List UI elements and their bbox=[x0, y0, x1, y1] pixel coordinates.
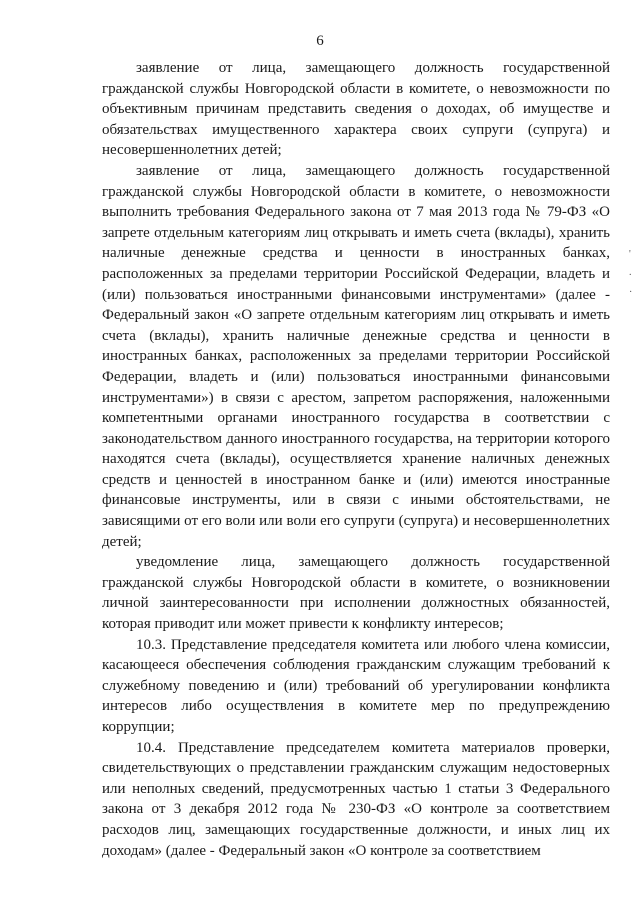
margin-scan-mark: ' bbox=[629, 249, 631, 260]
margin-scan-mark: · bbox=[629, 287, 633, 298]
paragraph-clause-10-4: 10.4. Представление председателем комитета материалов проверки, свидетельствующих о представлении гражданским служащим недостоверных или неполных сведений, предусмотренных частью 1 статьи 3 Федерального закона от 3 декабря 2012 года № 230-ФЗ «О контроле за соответствием расходов лиц, замещающих государственные должности, и иных лиц их доходам» (далее - Федеральный закон «О контроле за соответствием bbox=[102, 739, 610, 859]
document-body bbox=[102, 58, 610, 861]
paragraph-statement-foreign-accounts: заявление от лица, замещающего должность государственной гражданской службы Новгородской области в комитете, о невозможности выполнить требования Федерального закона от 7 мая 2013 года № 79-ФЗ «О запрете отдельным категориям лиц открывать и иметь счета (вклады), хранить наличные денежные средства и ценности в иностранных банках, расположенных за пределами территории Российской Федерации, владеть и (или) пользоваться иностранными финансовыми инструментами» (далее - Федеральный закон «О запрете отдельным категориям лиц открывать и иметь счета (вклады), хранить наличные денежные средства и ценности в иностранных банках, расположенных за пределами территории Российской Федерации, владеть и (или) пользоваться иностранными финансовыми инструментами») в связи с арестом, запретом распоряжения, наложенными компетентными органами иностранного государства в соответствии с законодательством данного иностранного государства, на территории которого находятся счета (вклады), осуществляется хранение наличных денежных средств и ценностей в иностранном банке и (или) имеются иностранные финансовые инструменты, или в связи с иными обстоятельствами, не зависящими от его воли или воли его супруги (супруга) и несовершеннолетних детей; bbox=[102, 162, 610, 550]
paragraph-statement-income: заявление от лица, замещающего должность государственной гражданской службы Новгородской области в комитете, о невозможности по объективным причинам представить сведения о доходах, об имуществе и обязательствах имущественного характера своих супруги (супруга) и несовершеннолетних детей; bbox=[102, 60, 610, 159]
margin-scan-mark: . bbox=[629, 267, 632, 278]
paragraph-notice-conflict-interest: уведомление лица, замещающего должность государственной гражданской службы Новгородской области в комитете, о возникновении личной заинтересованности при исполнении должностных обязанностей, которая приводит или может привести к конфликту интересов; bbox=[102, 554, 610, 633]
paragraph-clause-10-3: 10.3. Представление председателя комитета или любого члена комиссии, касающееся обеспечения соблюдения гражданским служащим требований к служебному поведению и (или) требований об урегулировании конфликта интересов либо осуществления в комитете мер по предупреждению коррупции; bbox=[102, 636, 610, 735]
page-number: 6 bbox=[316, 33, 324, 49]
